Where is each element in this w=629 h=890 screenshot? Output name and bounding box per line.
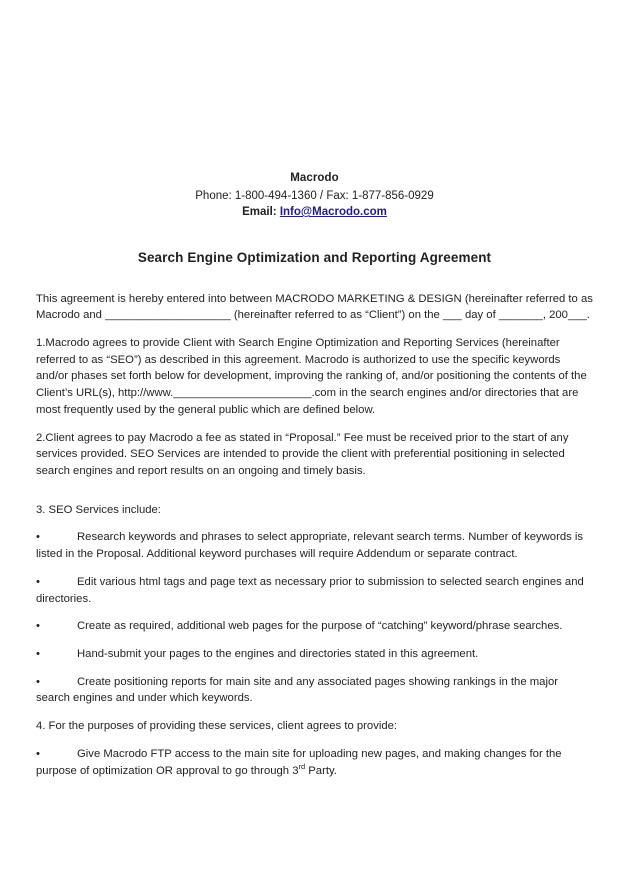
list-item-text: Create positioning reports for main site and any associated pages showing rankings in the major search engines and under which keywords. — [36, 675, 559, 705]
document-title: Search Engine Optimization and Reporting Agreement — [137, 249, 492, 265]
bullet-icon: • — [36, 575, 40, 588]
list-item-text: Create as required, additional web pages for the purpose of “catching” keyword/phrase searches. — [77, 620, 563, 633]
list-item-text: Research keywords and phrases to select appropriate, relevant search terms. Number of keywords is listed in the Proposal. Additional keyword purchases will require Addendum or separate contract. — [36, 531, 584, 561]
bullet-icon: • — [36, 620, 40, 633]
clause-3-heading: 3. SEO Services include: — [36, 503, 161, 516]
document-body — [36, 291, 593, 780]
email-link[interactable]: Info@Macrodo.com — [279, 206, 387, 219]
list-item — [36, 618, 593, 635]
contact-phone-fax: Phone: 1-800-494-1360 / Fax: 1-877-856-0929 — [195, 189, 434, 202]
ordinal-superscript: rd — [298, 761, 306, 771]
email-line — [36, 205, 593, 221]
list-item-text-suffix: Party. — [305, 764, 337, 777]
company-name: Macrodo — [290, 172, 339, 184]
letterhead — [36, 171, 593, 221]
clause-1-paragraph: 1.Macrodo agrees to provide Client with Search Engine Optimization and Reporting Services (hereinafter referred to as “SEO”) as described in this agreement. Macrodo is authorized to use the specific keywords and/or phases set forth below for development, improving the ranking of, and/or positioning the contents of the Client’s URL(s), http://www.______________________.com in the search engines and/or directories that are most frequently used by the general public which are defined below. — [36, 336, 587, 416]
list-item — [36, 574, 593, 607]
list-item — [36, 646, 593, 663]
list-item — [36, 529, 593, 562]
list-item-text: Give Macrodo FTP access to the main site for uploading new pages, and making changes for the purpose of optimization OR approval to go through 3 — [36, 747, 562, 777]
bullet-icon: • — [36, 675, 40, 688]
list-item-text: Hand-submit your pages to the engines and directories stated in this agreement. — [77, 648, 479, 661]
bullet-icon: • — [36, 648, 40, 661]
bullet-icon: • — [36, 747, 40, 760]
list-item — [36, 674, 593, 707]
clause-2-paragraph: 2.Client agrees to pay Macrodo a fee as stated in “Proposal.” Fee must be received prior to the start of any services provided. SEO Services are intended to provide the client with preferential positioning in selected search engines and report results on an ongoing and timely basis. — [36, 431, 569, 478]
list-item — [36, 746, 593, 779]
list-item-text: Edit various html tags and page text as necessary prior to submission to selected search engines and directories. — [36, 575, 584, 605]
bullet-icon: • — [36, 531, 40, 544]
clause-4-heading: 4. For the purposes of providing these services, client agrees to provide: — [36, 720, 398, 733]
email-label: Email: — [242, 206, 277, 219]
intro-paragraph: This agreement is hereby entered into between MACRODO MARKETING & DESIGN (hereinafter referred to as Macrodo and ____________________ (hereinafter referred to as “Client”) on the ___ day of _______, 200___. — [36, 292, 593, 322]
